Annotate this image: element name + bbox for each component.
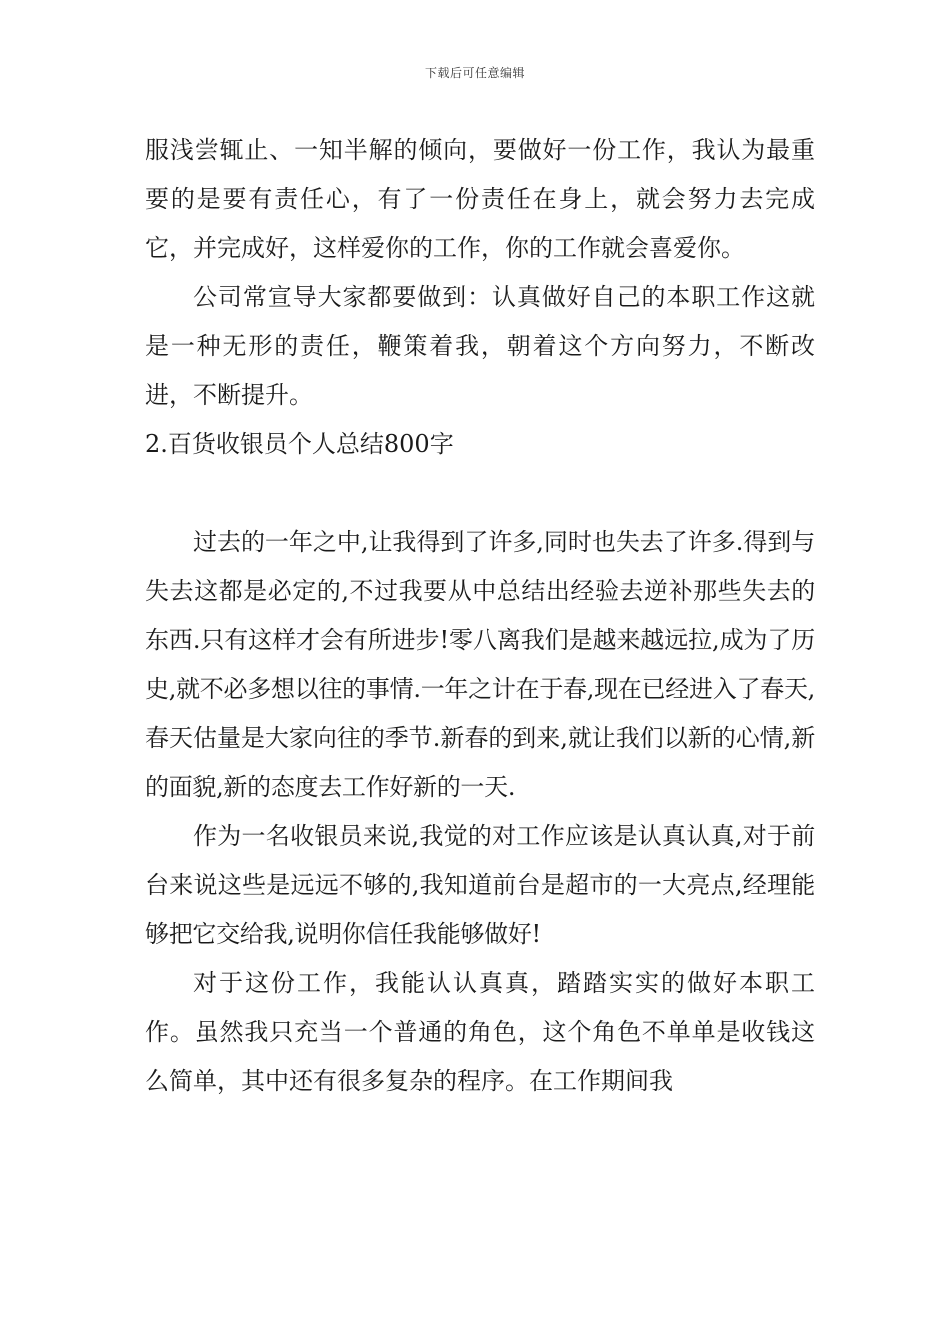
section-title: 2.百货收银员个人总结800字 xyxy=(145,430,454,458)
document-body xyxy=(145,126,815,1106)
paragraph-3: 过去的一年之中,让我得到了许多,同时也失去了许多.得到与失去这都是必定的,不过我要从中总结出经验去逆补那些失去的东西.只有这样才会有所进步!零八离我们是越来越远拉,成为了历史,就不必多想以往的事情.一年之计在于春,现在已经进入了春天,春天估量是大家向往的季节.新春的到来,就让我们以新的心情,新的面貌,新的态度去工作好新的一天. xyxy=(145,528,815,801)
paragraph-4: 作为一名收银员来说,我觉的对工作应该是认真认真,对于前台来说这些是远远不够的,我知道前台是超市的一大亮点,经理能够把它交给我,说明你信任我能够做好! xyxy=(145,822,815,948)
blank-line xyxy=(145,469,815,518)
paragraph-5: 对于这份工作，我能认认真真，踏踏实实的做好本职工作。虽然我只充当一个普通的角色，这个角色不单单是收钱这么简单，其中还有很多复杂的程序。在工作期间我 xyxy=(145,969,815,1095)
paragraph-2: 公司常宣导大家都要做到：认真做好自己的本职工作这就是一种无形的责任，鞭策着我，朝着这个方向努力，不断改进，不断提升。 xyxy=(145,283,815,409)
page-header: 下载后可任意编辑 xyxy=(424,66,525,80)
paragraph-1: 服浅尝辄止、一知半解的倾向，要做好一份工作，我认为最重要的是要有责任心，有了一份责任在身上，就会努力去完成它，并完成好，这样爱你的工作，你的工作就会喜爱你。 xyxy=(145,136,815,262)
